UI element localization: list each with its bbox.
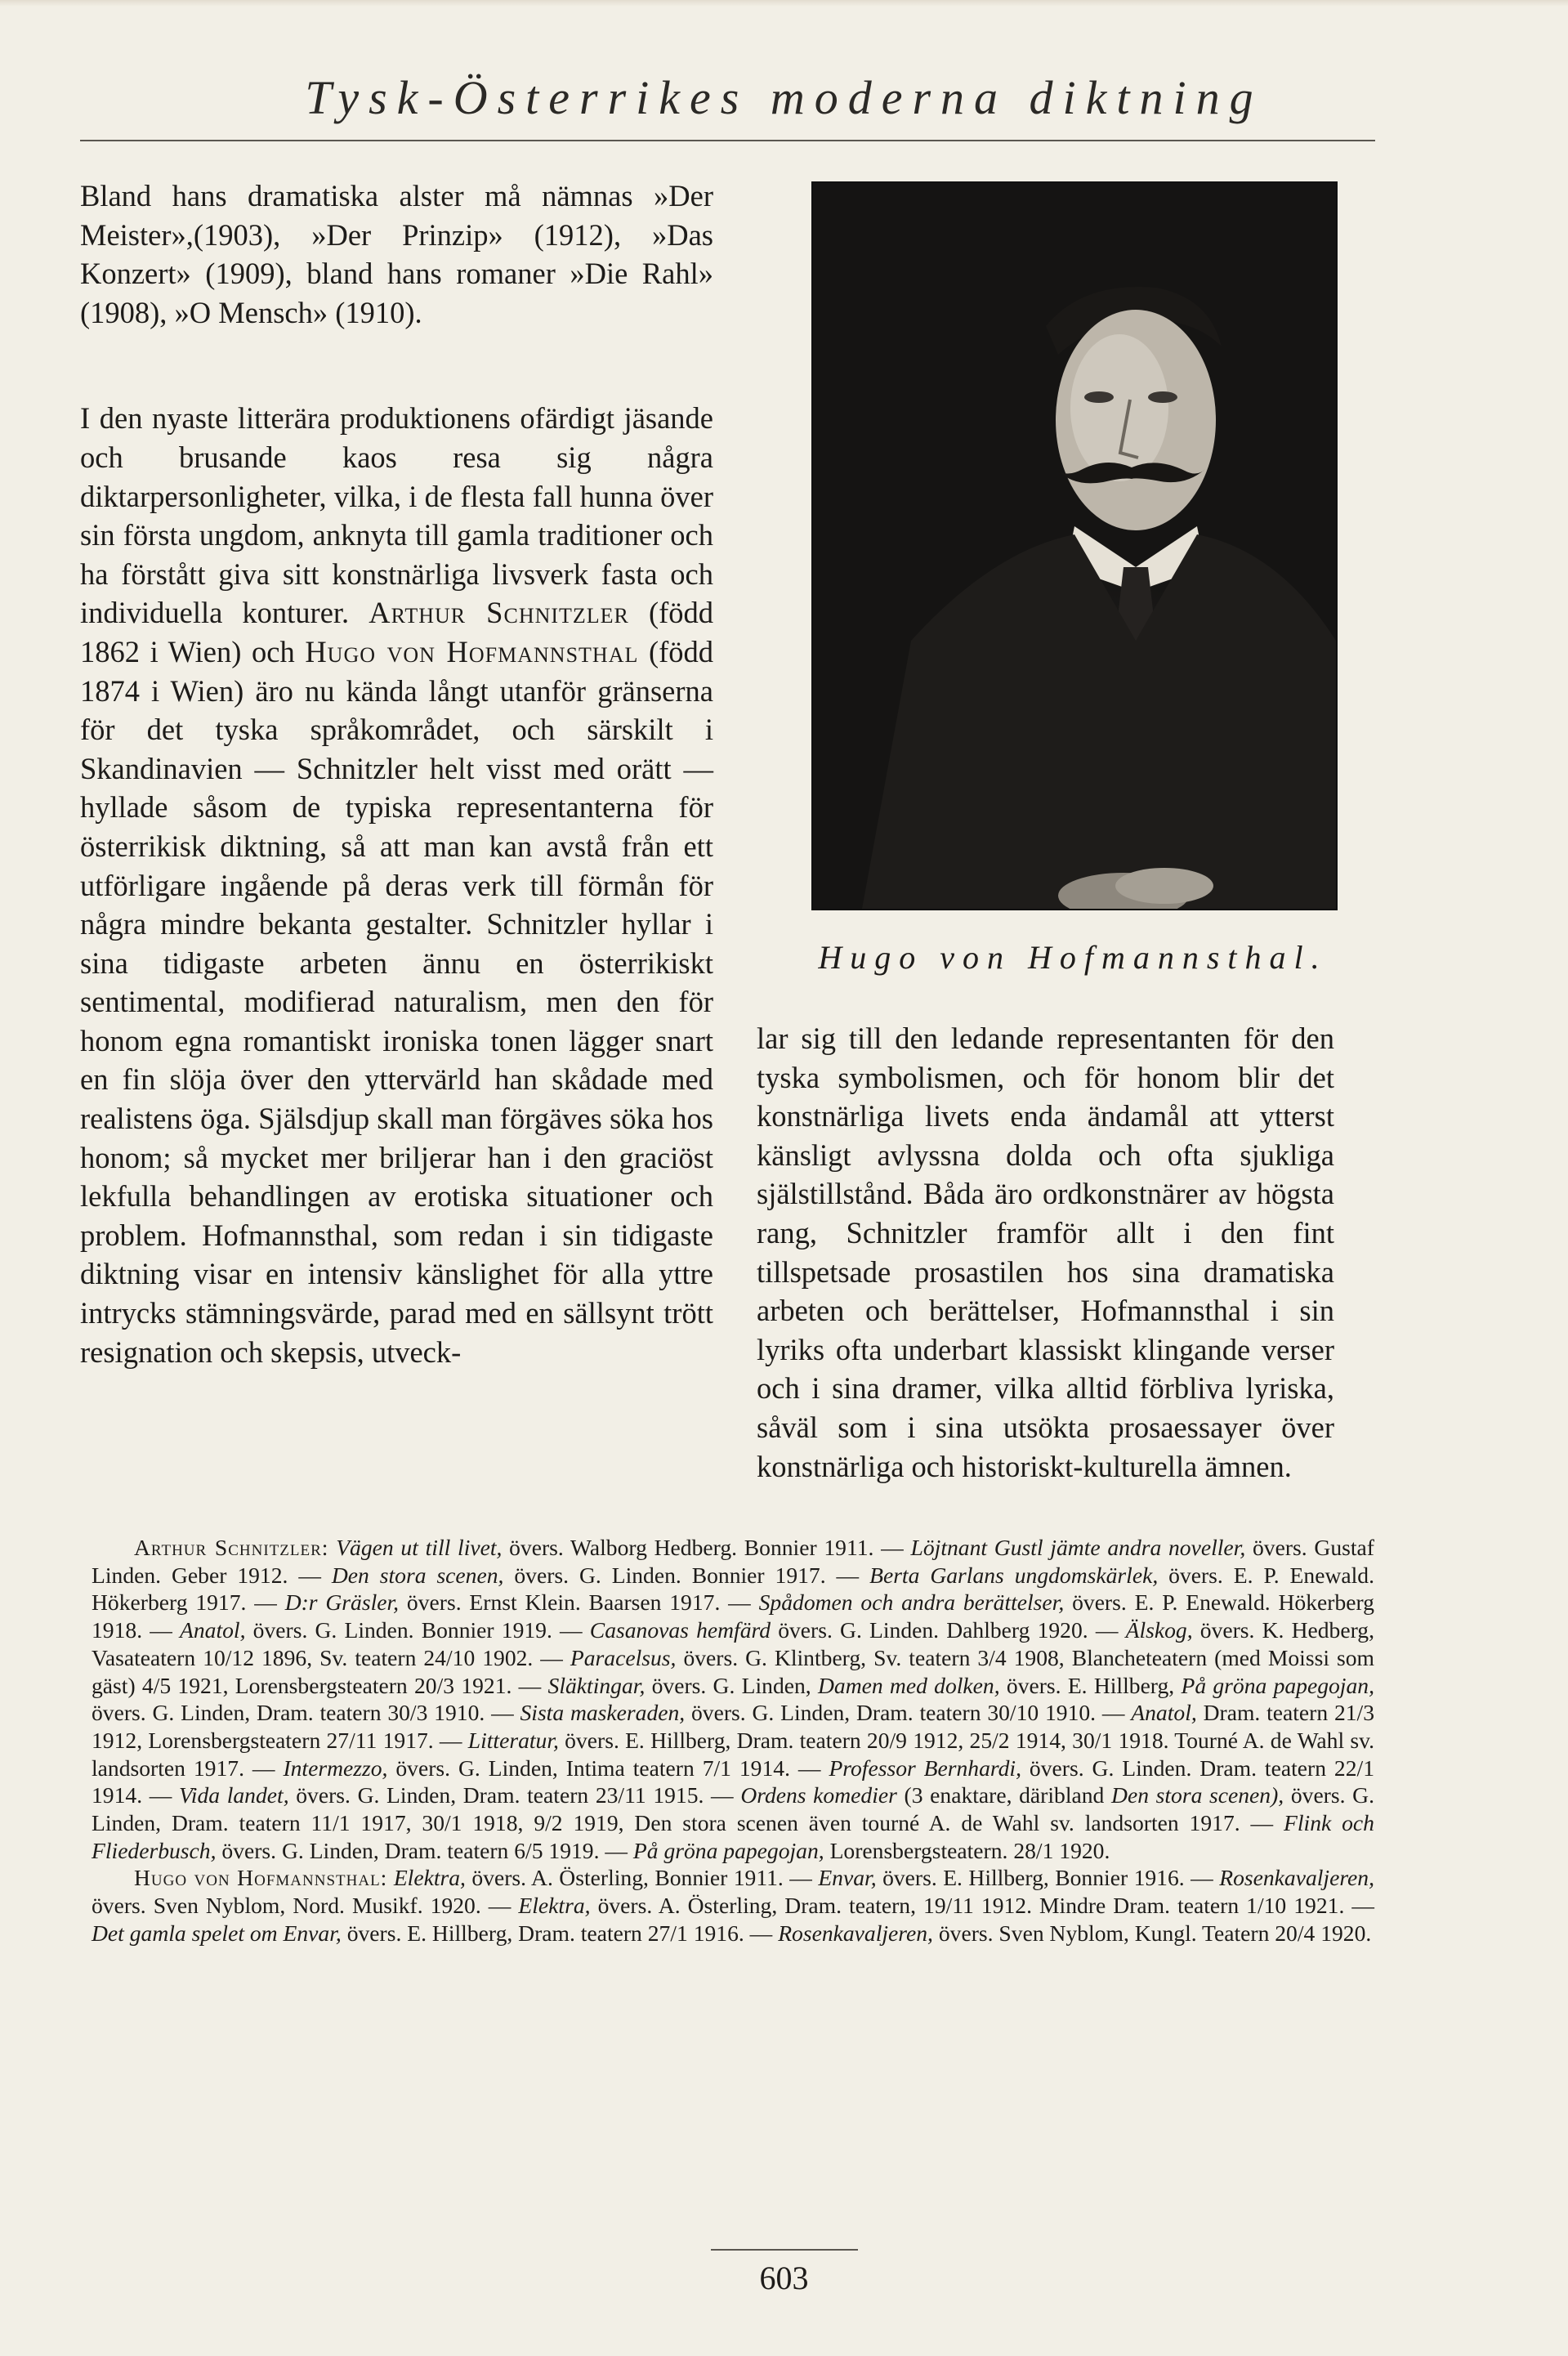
work-details: övers. G. Linden, Dram. teatern 30/3 1910. — <box>92 1700 514 1726</box>
work-title: På gröna papegojan, <box>1181 1672 1374 1698</box>
work-details: Dram. teatern 21/3 1912, Lorensbergsteatern 27/11 1917. — <box>92 1700 1375 1753</box>
paragraph-main-body: (född 1874 i Wien) äro nu kända långt utanför gränserna för det tyska språkområdet, och särskilt i Skandinavien — Schnitzler helt visst med orätt — hyllade såsom de typiska representanterna för österrikisk diktning, så att man kan avstå från ett utförligare ingående på deras verk till förmån för några mindre bekanta gestalter. Schnitzler hyllar i sina tidigaste arbeten ännu en österrikiskt sentimental, modifierad naturalism, men den för honom egna romantiskt ironiska tonen lägger snart en fin slöja över den yttervärld han skådade med realistens öga. Själsdjup skall man förgäves söka hos honom; så mycket mer briljerar han i den graciöst lekfulla behandlingen av erotiska situationer och problem. Hofmannsthal, som redan i sin tidigaste diktning visar en intensiv känslighet för alla yttre intrycks stämningsvärde, parad med en sällsynt trött resignation och skepsis, utveck- <box>80 634 714 1369</box>
work-title: Elektra, <box>393 1865 466 1891</box>
work-details: övers. E. Hillberg, Bonnier 1916. — <box>882 1865 1213 1891</box>
work-details: övers. G. Linden, Dram. teatern 11/1 1917, 30/1 1918, 9/2 1919, Den stora scenen även tourné A. de Wahl sv. landsorten 1917. — <box>92 1782 1374 1836</box>
paragraph-main <box>80 399 713 1371</box>
work-details: övers. G. Linden. Bonnier 1919. — <box>252 1617 583 1643</box>
page-top-edge <box>0 0 1568 7</box>
portrait-photo <box>811 181 1338 910</box>
work-title: Vägen ut till livet, <box>336 1535 503 1560</box>
work-details: övers. E. Hillberg, Dram. teatern 20/9 1912, 25/2 1914, 30/1 1918. Tourné A. de Wahl sv. landsorten 1917. — <box>92 1727 1374 1781</box>
work-title: Flink och Fliederbusch, <box>92 1810 1374 1863</box>
work-title: Den stora scenen, <box>331 1562 504 1588</box>
work-title: Envar, <box>818 1865 877 1891</box>
running-header: Tysk-Österrikes moderna diktning <box>305 71 1263 124</box>
work-title: Det gamla spelet om Envar, <box>92 1920 342 1946</box>
work-title: D:r Gräsler, <box>284 1589 400 1616</box>
work-title: Rosenkavaljeren, <box>778 1920 933 1946</box>
work-details: övers. Sven Nyblom, Kungl. Teatern 20/4 1920. <box>938 1920 1372 1946</box>
work-title: Den stora scenen), <box>1111 1782 1284 1808</box>
paragraph-main-intro: I den nyaste litterära produktionens ofärdigt jäsande och brusande kaos resa sig några diktarpersonligheter, vilka, i de flesta fall hunna över sin första ungdom, anknyta till gamla traditioner och ha förstått giva sitt konstnärliga livsverk fasta och individuella konturer. <box>80 401 713 630</box>
work-details: övers. E. Hillberg, Dram. teatern 27/1 1916. — <box>346 1920 773 1946</box>
note-label-hofmannsthal: Hugo von Hofmannsthal: <box>134 1865 388 1891</box>
work-details: övers. G. Klintberg, Sv. teatern 3/4 1908, Blancheteatern (med Moissi som gäst) 4/5 1921, Lorensbergsteatern 20/3 1921. — <box>92 1644 1374 1698</box>
page-number: 603 <box>759 2260 809 2296</box>
page-number-rule <box>711 2249 858 2251</box>
work-details: övers. G. Linden, Dram. teatern 23/11 1915. — <box>296 1782 734 1808</box>
work-title: Spådomen och andra berättelser, <box>758 1589 1065 1616</box>
paragraph-main-birth-schnitzler: (född 1862 i Wien) och <box>80 596 714 668</box>
work-details: övers. Walborg Hedberg. Bonnier 1911. — <box>509 1535 904 1560</box>
header-rule <box>80 140 1375 141</box>
work-details: övers. G. Linden. Dahlberg 1920. — <box>778 1617 1119 1643</box>
paragraph-continued: lar sig till den ledande representanten för den tyska symbolismen, och för honom blir det konstnärliga livets enda ändamål att ytterst känsligt avlyssna dolda och ofta sjukliga själstillstånd. Båda äro ordkonstnärer av högsta rang, Schnitzler framför allt i den fint tillspetsade prosastilen hos sina dramatiska arbeten och berättelser, Hofmannsthal i sin lyriks ofta underbart klassiskt klingande verser och i sina dramer, vilka alltid förbliva lyriska, såväl som i sina utsökta prosaessayer över konstnärliga och historiskt-kulturella ämnen. <box>757 1022 1334 1483</box>
work-details: övers. G. Linden, Intima teatern 7/1 1914. — <box>395 1755 821 1781</box>
work-title: Rosenkavaljeren, <box>1219 1865 1374 1891</box>
work-title: Sista maskeraden, <box>520 1700 686 1726</box>
work-details: övers. A. Österling, Dram. teatern, 19/11 1912. Mindre Dram. teatern 1/10 1921. — <box>597 1893 1374 1919</box>
work-title: Elektra, <box>518 1893 591 1919</box>
work-details: övers. G. Linden, <box>651 1672 811 1698</box>
work-details: övers. G. Linden. Dram. teatern 22/1 1914. — <box>92 1755 1374 1808</box>
work-details: övers. G. Linden, Dram. teatern 6/5 1919. — <box>221 1837 628 1863</box>
work-title: Professor Bernhardi, <box>829 1755 1021 1781</box>
work-title: Släktingar, <box>547 1672 646 1698</box>
work-details: övers. A. Österling, Bonnier 1911. — <box>471 1865 812 1891</box>
photo-caption: Hugo von Hofmannsthal. <box>818 939 1328 976</box>
note-hofmannsthal <box>92 1864 1374 1947</box>
left-column <box>80 177 713 1371</box>
work-details: övers. E. P. Enewald. Hökerberg 1917. — <box>92 1562 1374 1616</box>
work-title: Vida landet, <box>179 1782 289 1808</box>
paragraph-works: Bland hans dramatiska alster må nämnas »Der Meister»,(1903), »Der Prinzip» (1912), »Das Konzert» (1909), bland hans romaner »Die Rahl» (1908), »O Mensch» (1910). <box>80 179 713 329</box>
work-title: Paracelsus, <box>570 1644 677 1670</box>
work-title: Litteratur, <box>467 1727 559 1753</box>
note-schnitzler <box>92 1534 1374 1864</box>
work-title: På gröna papegojan, <box>632 1837 824 1863</box>
work-details: övers. Ernst Klein. Baarsen 1917. — <box>406 1589 751 1616</box>
work-title: Ordens komedier <box>740 1782 897 1808</box>
portrait-drawing <box>813 183 1336 909</box>
work-title: Anatol, <box>180 1617 246 1643</box>
paragraph-gap <box>80 332 713 399</box>
note-label-schnitzler: Arthur Schnitzler: <box>134 1535 329 1560</box>
work-details: övers. E. Hillberg, <box>1006 1672 1175 1698</box>
work-title: Älskog, <box>1125 1617 1193 1643</box>
work-details: övers. G. Linden. Bonnier 1917. — <box>514 1562 860 1588</box>
bibliography-notes <box>92 1534 1374 1947</box>
right-column <box>757 1019 1334 1486</box>
work-details: övers. Gustaf Linden. Geber 1912. — <box>92 1535 1374 1588</box>
work-title: Damen med dolken, <box>817 1672 1000 1698</box>
work-details: (3 enaktare, däribland <box>904 1782 1105 1808</box>
work-details: övers. E. P. Enewald. Hökerberg 1918. — <box>92 1589 1374 1643</box>
work-title: Intermezzo, <box>283 1755 388 1781</box>
work-details: Lorensbergsteatern. 28/1 1920. <box>829 1837 1110 1863</box>
work-title: Anatol, <box>1131 1700 1197 1726</box>
work-details: övers. Sven Nyblom, Nord. Musikf. 1920. — <box>92 1893 511 1919</box>
author-name-hofmannsthal: Hugo von Hofmannsthal <box>305 634 639 668</box>
author-name-schnitzler: Arthur Schnitzler <box>369 596 629 630</box>
work-details: övers. G. Linden, Dram. teatern 30/10 1910. — <box>691 1700 1125 1726</box>
work-title: Löjtnant Gustl jämte andra noveller, <box>910 1535 1246 1560</box>
work-title: Berta Garlans ungdomskärlek, <box>869 1562 1159 1588</box>
work-details: övers. K. Hedberg, Vasateatern 10/12 1896, Sv. teatern 24/10 1902. — <box>92 1617 1374 1670</box>
work-title: Casanovas hemfärd <box>589 1617 771 1643</box>
